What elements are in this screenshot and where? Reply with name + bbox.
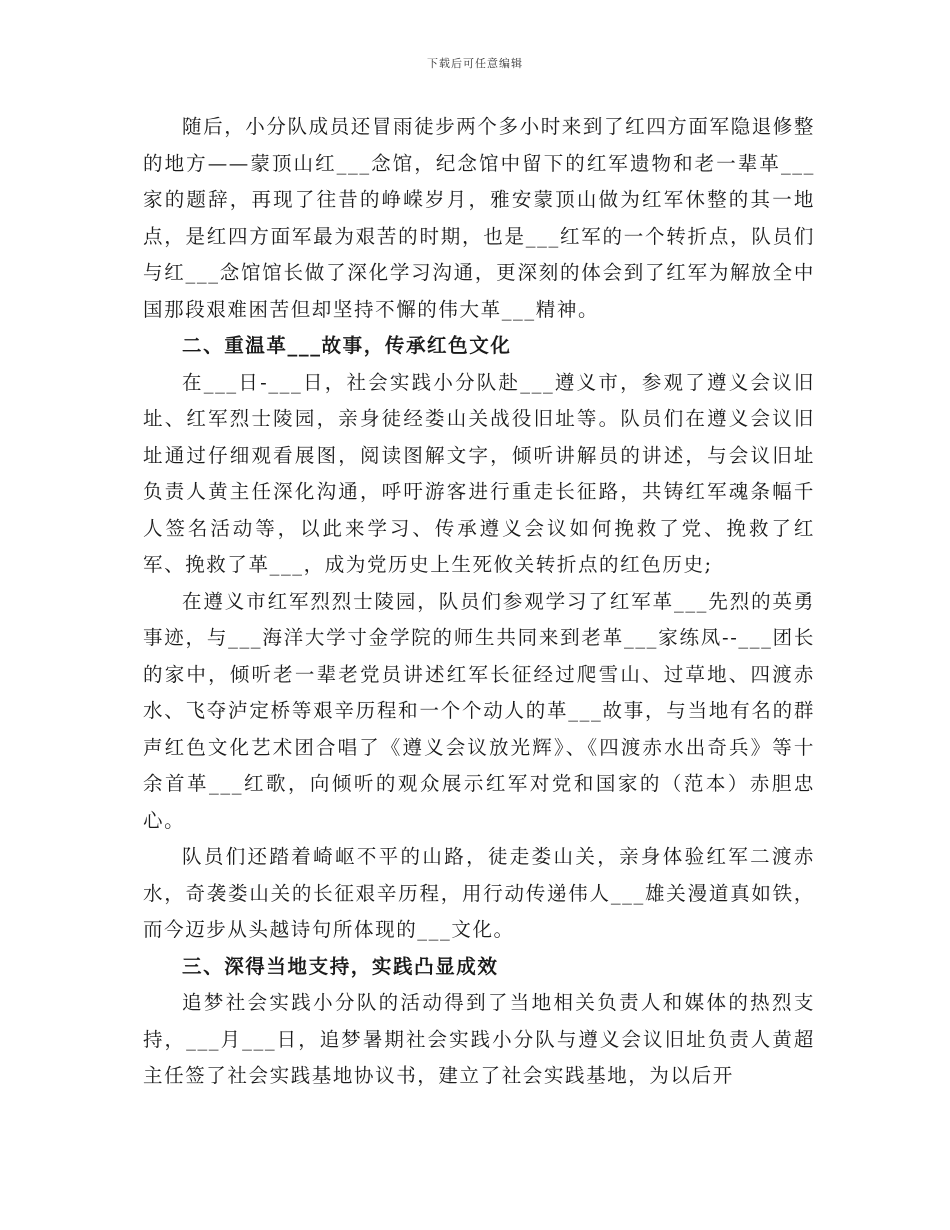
document-body [143, 109, 815, 1095]
section-heading: 二、重温革___故事，传承红色文化 [182, 334, 512, 357]
paragraph: 追梦社会实践小分队的活动得到了当地相关负责人和媒体的热烈支持，___月___日，追梦暑期社会实践小分队与遵义会议旧址负责人黄超主任签了社会实践基地协议书，建立了社会实践基地，为以后开 [143, 991, 815, 1087]
paragraph: 队员们还踏着崎岖不平的山路，徒走娄山关，亲身体验红军二渡赤水，奇袭娄山关的长征艰辛历程，用行动传递伟人___雄关漫道真如铁，而今迈步从头越诗句所体现的___文化。 [143, 845, 815, 941]
paragraph: 随后，小分队成员还冒雨徒步两个多小时来到了红四方面军隐退修整的地方——蒙顶山红___念馆，纪念馆中留下的红军遗物和老一辈革___家的题辞，再现了往昔的峥嵘岁月，雅安蒙顶山做为红军休整的其一地点，是红四方面军最为艰苦的时期，也是___红军的一个转折点，队员们与红___念馆馆长做了深化学习沟通，更深刻的体会到了红军为解放全中国那段艰难困苦但却坚持不懈的伟大革___精神。 [143, 115, 816, 321]
paragraph: 在遵义市红军烈烈士陵园，队员们参观学习了红军革___先烈的英勇事迹，与___海洋大学寸金学院的师生共同来到老革___家练凤--___团长的家中，倾听老一辈老党员讲述红军长征经过爬雪山、过草地、四渡赤水、飞夺泸定桥等艰辛历程和一个个动人的革___故事，与当地有名的群声红色文化艺术团合唱了《遵义会议放光辉》、《四渡赤水出奇兵》等十余首革___红歌，向倾听的观众展示红军对党和国家的（范本）赤胆忠心。 [143, 589, 815, 832]
section-heading: 三、深得当地支持，实践凸显成效 [182, 954, 499, 978]
paragraph: 在___日-___日，社会实践小分队赴___遵义市，参观了遵义会议旧址、红军烈士陵园，亲身徒经娄山关战役旧址等。队员们在遵义会议旧址通过仔细观看展图，阅读图解文字，倾听讲解员的讲述，与会议旧址负责人黄主任深化沟通，呼吁游客进行重走长征路，共铸红军魂条幅千人签名活动等，以此来学习、传承遵义会议如何挽救了党、挽救了红军、挽救了革___，成为党历史上生死攸关转折点的红色历史; [143, 370, 815, 576]
page-header-note: 下载后可任意编辑 [427, 57, 523, 70]
